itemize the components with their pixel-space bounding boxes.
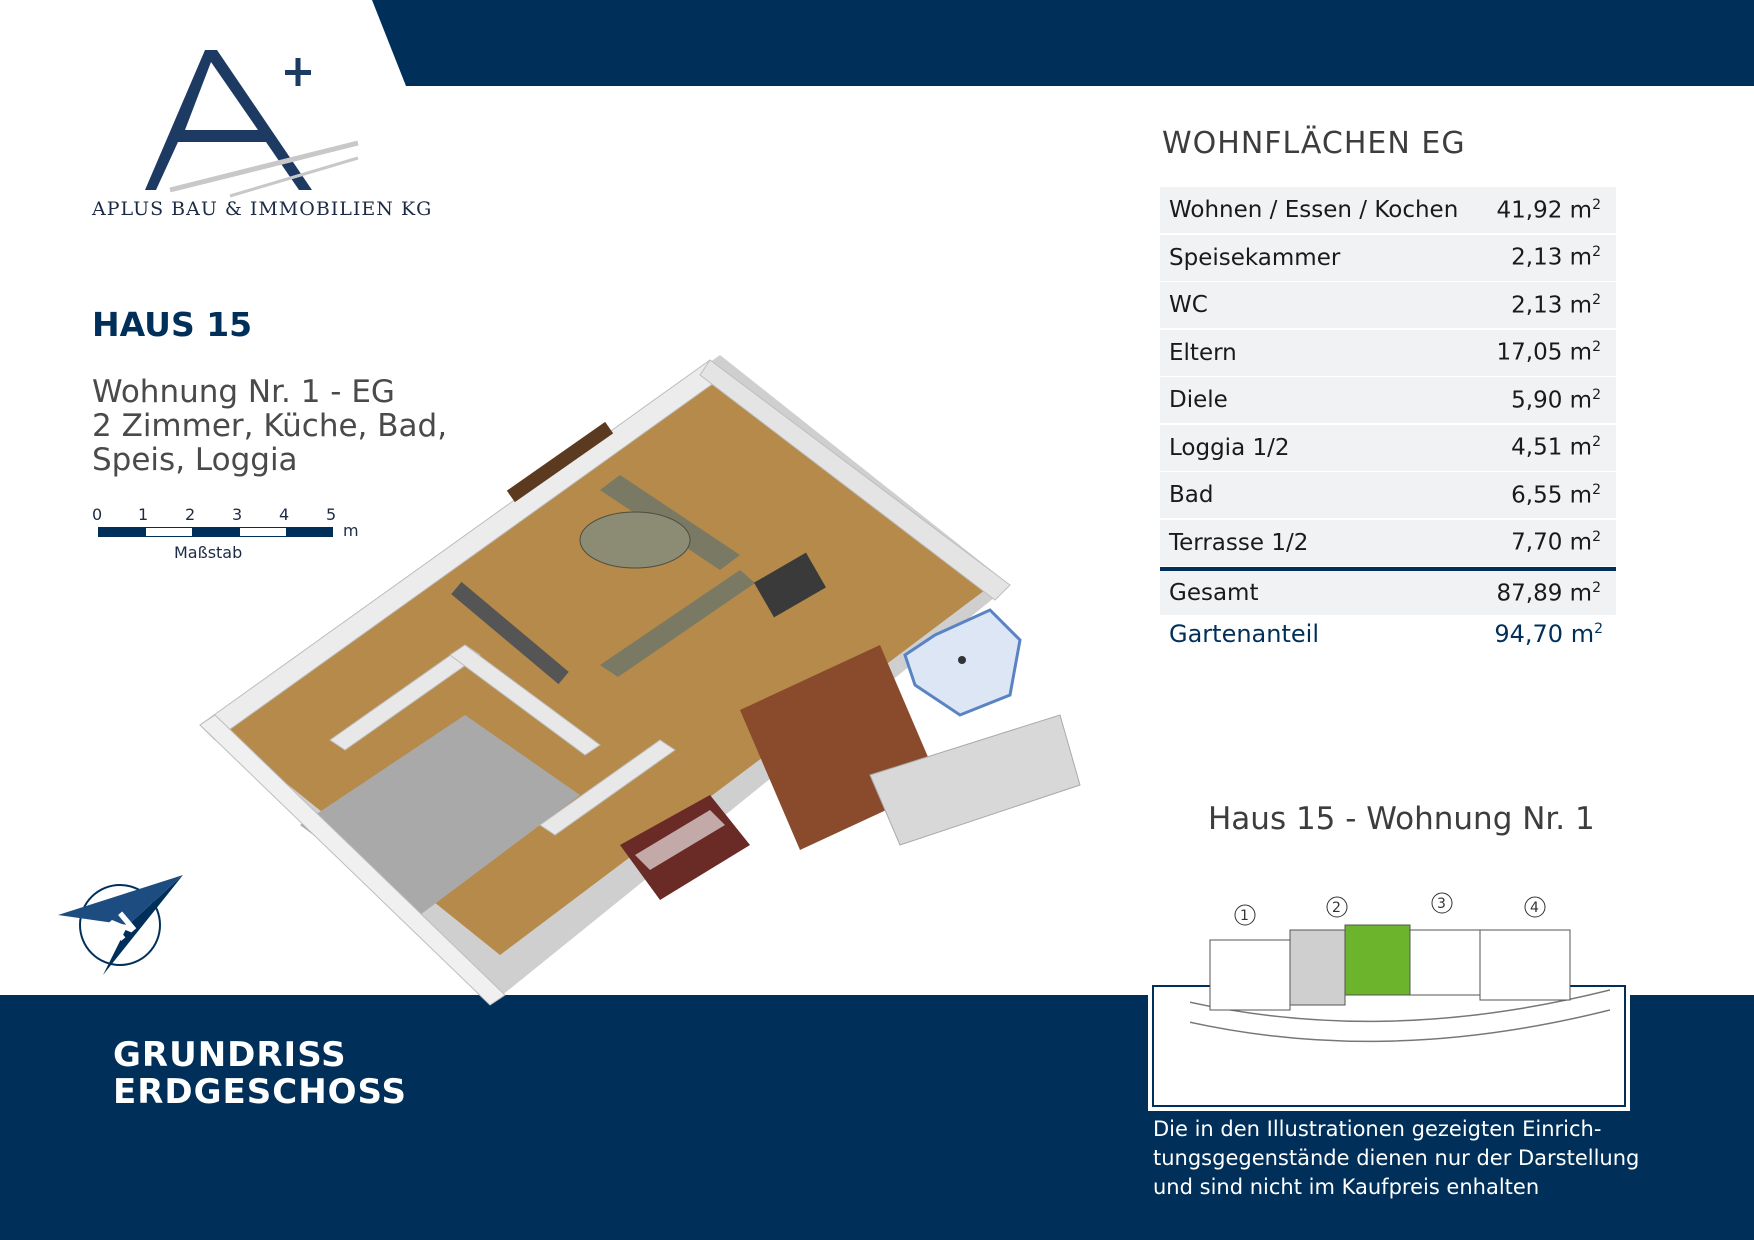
house-title: HAUS 15 [92,305,253,344]
area-table-title: WOHNFLÄCHEN EG [1162,126,1466,161]
company-name: APLUS BAU & IMMOBILIEN KG [92,198,433,220]
room-name: Terrasse 1/2 [1169,529,1309,556]
total-label: Gesamt [1169,580,1259,606]
room-name: Loggia 1/2 [1169,434,1290,461]
compass-letter: N [101,905,144,949]
unit-line: 2 Zimmer, Küche, Bad, [92,408,448,444]
scale-label: Maßstab [174,543,243,562]
room-area: 4,51 $m^2$ [1511,434,1601,461]
scale-tick: 0 [92,505,103,524]
disclaimer [1153,1115,1639,1202]
disclaimer-line: und sind nicht im Kaufpreis enhalten [1153,1175,1540,1199]
section-title-line: GRUNDRISS [113,1035,347,1075]
scale-tick: 1 [138,505,149,524]
floor-plan-illustration [180,355,1250,1155]
disclaimer-line: tungsgegenstände dienen nur der Darstellung [1153,1146,1640,1170]
room-area: 2,13 $m^2$ [1511,291,1601,319]
section-title-line: ERDGESCHOSS [113,1072,408,1112]
garden-label: Gartenanteil [1169,620,1319,648]
room-area: 5,90 $m^2$ [1511,386,1601,414]
room-area: 17,05 $m^2$ [1496,339,1601,366]
scale-tick: 5 [326,505,337,524]
house-number: 3 [1437,896,1446,912]
house-number: 2 [1332,900,1341,916]
house-number: 1 [1240,908,1249,924]
disclaimer-line: Die in den Illustrationen gezeigten Einrich- [1153,1117,1602,1141]
room-name: Diele [1169,387,1228,413]
room-area: 7,70 $m^2$ [1511,529,1601,556]
room-name: WC [1169,292,1208,318]
room-name: Bad [1169,482,1214,508]
table-row [1160,187,1616,233]
room-area: 2,13 $m^2$ [1511,244,1601,271]
scale-tick: 3 [232,505,243,524]
scale-tick: 2 [185,505,196,524]
scale-tick: 4 [279,505,290,524]
scale-segment [98,527,145,537]
site-plan-title: Haus 15 - Wohnung Nr. 1 [1208,801,1595,837]
unit-line: Wohnung Nr. 1 - EG [92,374,395,410]
room-area: 41,92 $m^2$ [1496,196,1601,224]
scale-unit: m [343,521,359,540]
compass-icon [58,870,188,980]
site-plan-map [1190,880,1610,1060]
table-row [1160,235,1616,281]
room-area: 6,55 $m^2$ [1511,481,1601,509]
garden-area: 94,70 $m^2$ [1494,620,1603,648]
room-name: Eltern [1169,339,1237,366]
room-name: Wohnen / Essen / Kochen [1169,197,1459,223]
table-row [1160,282,1616,328]
room-name: Speisekammer [1169,244,1341,271]
total-area: 87,89 $m^2$ [1496,579,1601,607]
unit-line: Speis, Loggia [92,442,298,478]
house-number: 4 [1530,900,1539,916]
